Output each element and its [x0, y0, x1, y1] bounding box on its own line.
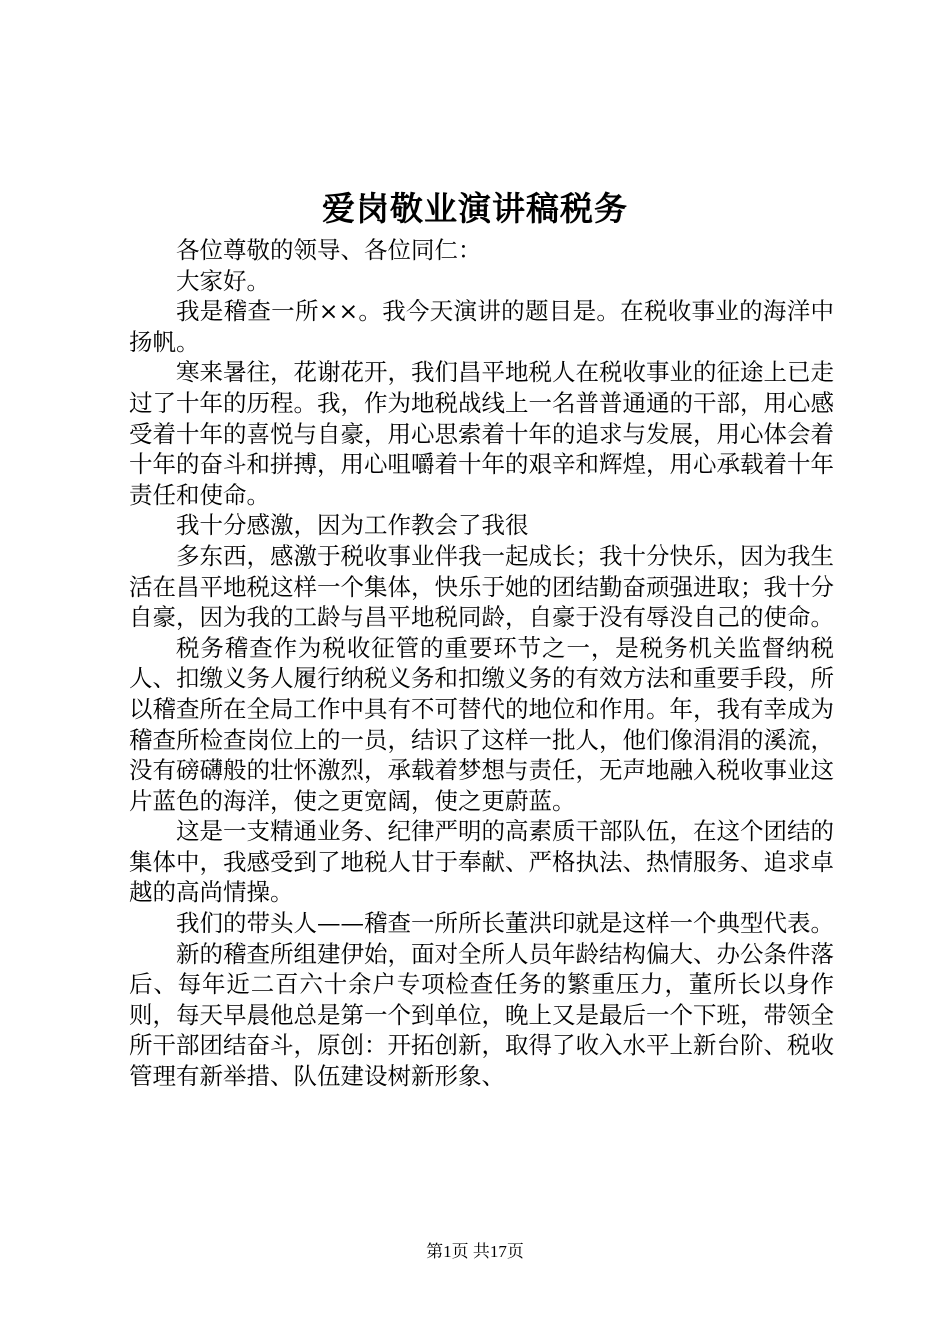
paragraph: 寒来暑往，花谢花开，我们昌平地税人在税收事业的征途上已走过了十年的历程。我，作为地税战线上一名普普通通的干部，用心感受着十年的喜悦与自豪，用心思索着十年的追求与发展，用心体会着十年的奋斗和拼搏，用心咀嚼着十年的艰辛和辉煌，用心承载着十年责任和使命。 — [129, 358, 834, 509]
paragraph: 税务稽查作为税收征管的重要环节之一，是税务机关监督纳税人、扣缴义务人履行纳税义务和扣缴义务的有效方法和重要手段，所以稽查所在全局工作中具有不可替代的地位和作用。年，我有幸成为稽查所检查岗位上的一员，结识了这样一批人，他们像涓涓的溪流，没有磅礴般的壮怀激烈，承载着梦想与责任，无声地融入税收事业这片蓝色的海洋，使之更宽阔，使之更蔚蓝。 — [129, 633, 834, 815]
paragraph: 我们的带头人——稽查一所所长董洪印就是这样一个典型代表。 — [176, 909, 834, 938]
paragraph-greeting: 各位尊敬的领导、各位同仁： — [176, 236, 482, 264]
page-footer: 第1页 共17页 — [426, 1242, 524, 1261]
paragraph-hello: 大家好。 — [176, 266, 270, 295]
document-title: 爱岗敬业演讲稿税务 — [322, 189, 628, 228]
paragraph: 新的稽查所组建伊始，面对全所人员年龄结构偏大、办公条件落后、每年近二百六十余户专项检查任务的繁重压力，董所长以身作则，每天早晨他总是第一个到单位，晚上又是最后一个下班，带领全所干部团结奋斗，原创：开拓创新，取得了收入水平上新台阶、税收管理有新举措、队伍建设树新形象、 — [129, 939, 834, 1091]
paragraph: 我十分感激，因为工作教会了我很 — [176, 511, 529, 540]
paragraph: 这是一支精通业务、纪律严明的高素质干部队伍，在这个团结的集体中，我感受到了地税人甘于奉献、严格执法、热情服务、追求卓越的高尚情操。 — [129, 817, 834, 907]
paragraph-intro: 我是稽查一所××。我今天演讲的题目是。在税收事业的海洋中扬帆。 — [129, 297, 834, 356]
document-body — [129, 235, 834, 1092]
paragraph: 多东西，感激于税收事业伴我一起成长；我十分快乐，因为我生活在昌平地税这样一个集体，快乐于她的团结勤奋顽强进取；我十分自豪，因为我的工龄与昌平地税同龄，自豪于没有辱没自己的使命。 — [129, 541, 834, 632]
